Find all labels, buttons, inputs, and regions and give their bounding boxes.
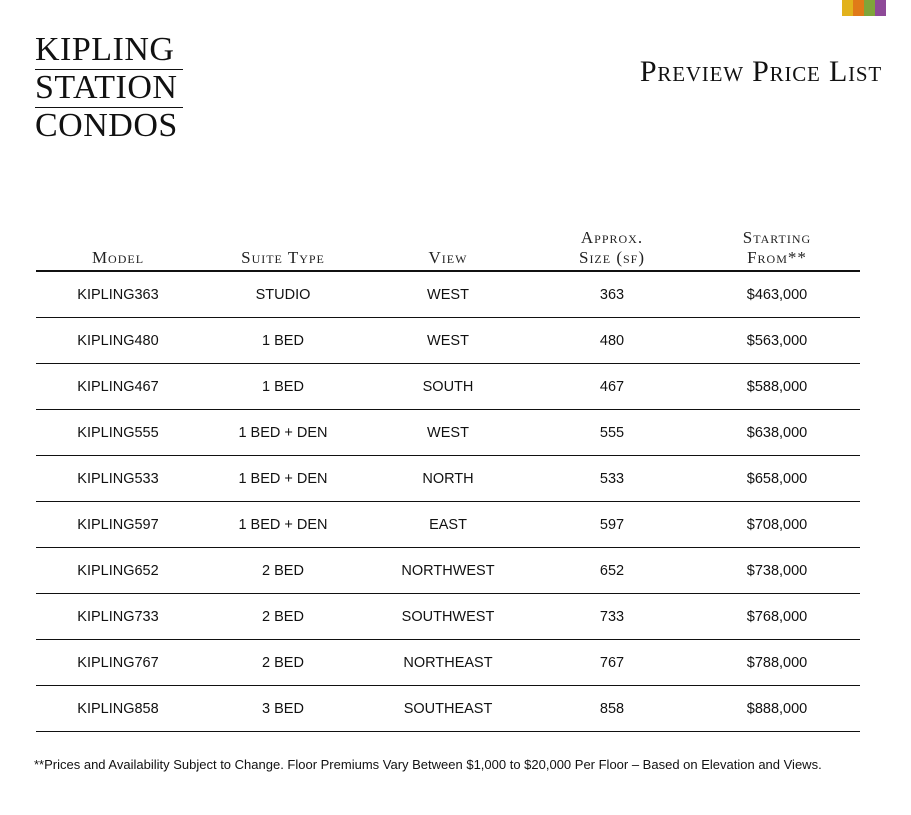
price-table xyxy=(36,222,860,732)
size-cell: 555 xyxy=(530,410,694,456)
suite-type-cell: 2 BED xyxy=(200,548,366,594)
table-header-row xyxy=(36,222,860,271)
column-header-suite-type xyxy=(200,222,366,271)
column-header-starting-price xyxy=(694,222,860,271)
color-swatch xyxy=(864,0,875,16)
table-row xyxy=(36,456,860,502)
model-cell: KIPLING597 xyxy=(36,502,200,548)
size-cell: 363 xyxy=(530,271,694,318)
table-row xyxy=(36,364,860,410)
suite-type-cell: 1 BED + DEN xyxy=(200,502,366,548)
color-swatch xyxy=(842,0,853,16)
column-header-label: Size (sf) xyxy=(578,248,646,267)
column-header-size xyxy=(530,222,694,271)
table-body xyxy=(36,271,860,732)
model-cell: KIPLING363 xyxy=(36,271,200,318)
price-cell: $768,000 xyxy=(694,594,860,640)
column-header-label: Model xyxy=(91,248,145,267)
column-header-view xyxy=(366,222,530,271)
price-cell: $888,000 xyxy=(694,686,860,732)
color-swatch xyxy=(853,0,864,16)
model-cell: KIPLING467 xyxy=(36,364,200,410)
column-header-model xyxy=(36,222,200,271)
price-cell: $658,000 xyxy=(694,456,860,502)
size-cell: 858 xyxy=(530,686,694,732)
price-cell: $563,000 xyxy=(694,318,860,364)
brand-color-strip xyxy=(842,0,886,16)
price-cell: $588,000 xyxy=(694,364,860,410)
suite-type-cell: 2 BED xyxy=(200,594,366,640)
column-header-label: Starting xyxy=(742,228,812,247)
size-cell: 733 xyxy=(530,594,694,640)
table-row xyxy=(36,640,860,686)
view-cell: NORTHWEST xyxy=(366,548,530,594)
size-cell: 480 xyxy=(530,318,694,364)
size-cell: 652 xyxy=(530,548,694,594)
model-cell: KIPLING533 xyxy=(36,456,200,502)
view-cell: SOUTHEAST xyxy=(366,686,530,732)
model-cell: KIPLING480 xyxy=(36,318,200,364)
view-cell: WEST xyxy=(366,410,530,456)
price-footnote: **Prices and Availability Subject to Change. Floor Premiums Vary Between $1,000 to $20,000 Per Floor – Based on Elevation and Views. xyxy=(34,757,822,772)
model-cell: KIPLING858 xyxy=(36,686,200,732)
suite-type-cell: 1 BED + DEN xyxy=(200,410,366,456)
color-swatch xyxy=(875,0,886,16)
table-row xyxy=(36,548,860,594)
price-cell: $638,000 xyxy=(694,410,860,456)
table-row xyxy=(36,502,860,548)
suite-type-cell: 1 BED xyxy=(200,318,366,364)
price-cell: $463,000 xyxy=(694,271,860,318)
price-cell: $708,000 xyxy=(694,502,860,548)
model-cell: KIPLING555 xyxy=(36,410,200,456)
view-cell: NORTHEAST xyxy=(366,640,530,686)
price-cell: $788,000 xyxy=(694,640,860,686)
view-cell: WEST xyxy=(366,271,530,318)
suite-type-cell: STUDIO xyxy=(200,271,366,318)
table-row xyxy=(36,318,860,364)
column-header-label: From** xyxy=(747,248,807,267)
logo-line: CONDOS xyxy=(35,107,178,144)
table-row xyxy=(36,594,860,640)
model-cell: KIPLING767 xyxy=(36,640,200,686)
size-cell: 467 xyxy=(530,364,694,410)
column-header-label: View xyxy=(428,248,468,267)
view-cell: WEST xyxy=(366,318,530,364)
page-title: Preview Price List xyxy=(639,55,882,88)
logo-line: KIPLING xyxy=(35,32,183,70)
table-row xyxy=(36,686,860,732)
view-cell: SOUTHWEST xyxy=(366,594,530,640)
suite-type-cell: 1 BED + DEN xyxy=(200,456,366,502)
column-header-label: Approx. xyxy=(580,228,644,247)
suite-type-cell: 2 BED xyxy=(200,640,366,686)
view-cell: EAST xyxy=(366,502,530,548)
view-cell: SOUTH xyxy=(366,364,530,410)
size-cell: 597 xyxy=(530,502,694,548)
logo-line: STATION xyxy=(35,70,183,108)
table-row xyxy=(36,410,860,456)
kipling-station-logo xyxy=(35,32,183,145)
suite-type-cell: 1 BED xyxy=(200,364,366,410)
view-cell: NORTH xyxy=(366,456,530,502)
model-cell: KIPLING652 xyxy=(36,548,200,594)
size-cell: 533 xyxy=(530,456,694,502)
suite-type-cell: 3 BED xyxy=(200,686,366,732)
price-cell: $738,000 xyxy=(694,548,860,594)
size-cell: 767 xyxy=(530,640,694,686)
column-header-label: Suite Type xyxy=(241,248,325,267)
model-cell: KIPLING733 xyxy=(36,594,200,640)
table-row xyxy=(36,271,860,318)
